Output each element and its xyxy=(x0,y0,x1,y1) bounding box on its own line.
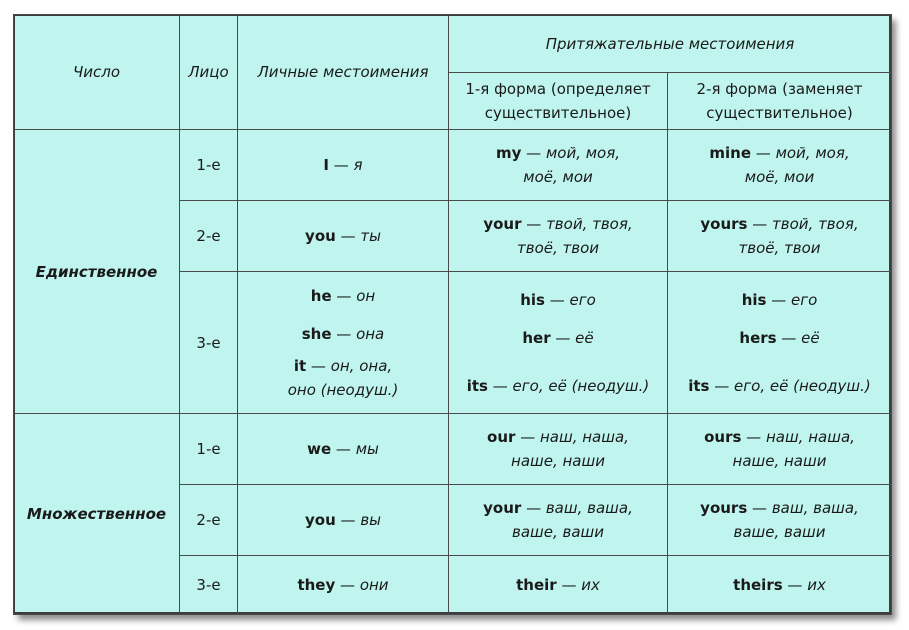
dash: — xyxy=(515,428,540,446)
russian-translation: я xyxy=(353,156,363,174)
person-cell: 1-е xyxy=(180,414,238,485)
form2-cell xyxy=(668,556,892,615)
dash: — xyxy=(331,440,356,458)
form2-cell xyxy=(668,201,892,272)
dash: — xyxy=(709,376,735,395)
dash: — xyxy=(747,215,773,233)
english-word: my xyxy=(495,144,522,162)
form1-cell xyxy=(449,201,668,272)
english-word: hers xyxy=(739,328,777,347)
dash: — xyxy=(544,290,570,309)
english-word: they xyxy=(297,576,336,594)
person-cell: 3-е xyxy=(180,556,238,615)
russian-translation: мы xyxy=(355,440,379,458)
form1-cell xyxy=(449,414,668,485)
person-cell: 3-е xyxy=(180,272,238,414)
header-person: Лицо xyxy=(180,15,238,130)
form2-cell xyxy=(668,272,892,414)
russian-translation: ты xyxy=(360,227,381,245)
russian-translation: наше, наши xyxy=(511,452,605,470)
dash: — xyxy=(776,328,802,347)
personal-cell xyxy=(238,201,449,272)
dash: — xyxy=(782,576,808,594)
russian-translation: ваш, ваша, xyxy=(771,499,859,517)
dash: — xyxy=(331,324,357,343)
dash: — xyxy=(766,290,791,309)
english-word: its xyxy=(688,376,710,395)
russian-translation: его, её (неодуш.) xyxy=(512,376,650,395)
english-word: you xyxy=(305,227,336,245)
personal-cell xyxy=(238,272,449,414)
form1-cell xyxy=(449,556,668,615)
english-word: his xyxy=(741,290,767,309)
dash: — xyxy=(550,328,576,347)
form1-cell xyxy=(449,130,668,201)
english-word: his xyxy=(520,290,545,309)
english-word: its xyxy=(466,376,488,395)
russian-translation: ваше, ваши xyxy=(733,523,826,541)
english-word: our xyxy=(487,428,516,446)
russian-translation: мой, моя, xyxy=(545,144,621,162)
english-word: their xyxy=(516,576,557,594)
russian-translation: наш, наша, xyxy=(765,428,855,446)
dash: — xyxy=(335,576,360,594)
personal-cell xyxy=(238,414,449,485)
personal-cell xyxy=(238,556,449,615)
header-personal-pronouns: Личные местоимения xyxy=(238,15,449,130)
header-row xyxy=(14,15,892,73)
russian-translation: оно (неодуш.) xyxy=(287,380,399,399)
form2-cell xyxy=(668,485,892,556)
english-word: you xyxy=(305,511,336,529)
dash: — xyxy=(335,227,361,245)
russian-translation: моё, мои xyxy=(744,168,815,186)
russian-translation: твоё, твои xyxy=(738,239,821,257)
dash: — xyxy=(521,215,547,233)
russian-translation: твоё, твои xyxy=(516,239,600,257)
english-word: yours xyxy=(700,215,748,233)
dash: — xyxy=(335,511,361,529)
group-singular: Единственное xyxy=(14,130,180,414)
russian-translation: его xyxy=(791,290,818,309)
english-word: she xyxy=(301,324,332,343)
russian-translation: наше, наши xyxy=(732,452,827,470)
person-cell: 2-е xyxy=(180,485,238,556)
personal-cell xyxy=(238,130,449,201)
person-cell: 1-е xyxy=(180,130,238,201)
person-cell: 2-е xyxy=(180,201,238,272)
english-word: her xyxy=(522,328,551,347)
dash: — xyxy=(306,356,331,375)
russian-translation: твой, твоя, xyxy=(772,215,859,233)
russian-translation: её xyxy=(575,328,594,347)
form2-cell xyxy=(668,414,892,485)
russian-translation: они xyxy=(359,576,389,594)
russian-translation: их xyxy=(581,576,600,594)
dash: — xyxy=(556,576,582,594)
dash: — xyxy=(741,428,766,446)
english-word: yours xyxy=(700,499,748,517)
form1-cell xyxy=(449,485,668,556)
dash: — xyxy=(331,286,357,305)
english-word: mine xyxy=(709,144,752,162)
russian-translation: их xyxy=(807,576,826,594)
pronoun-table xyxy=(13,14,892,615)
group-plural: Множественное xyxy=(14,414,180,615)
russian-translation: моё, мои xyxy=(523,168,593,186)
header-form2: 2-я форма (заменяет существительное) xyxy=(668,73,892,130)
english-word: ours xyxy=(704,428,742,446)
table-row xyxy=(14,130,892,201)
english-word: I xyxy=(323,156,329,174)
russian-translation: ваше, ваши xyxy=(511,523,605,541)
dash: — xyxy=(751,144,776,162)
russian-translation: он xyxy=(356,286,376,305)
russian-translation: её xyxy=(801,328,820,347)
russian-translation: мой, моя, xyxy=(775,144,850,162)
header-number: Число xyxy=(14,15,180,130)
english-word: your xyxy=(483,499,522,517)
header-form1: 1-я форма (определяет существительное) xyxy=(449,73,668,130)
russian-translation: вы xyxy=(360,511,381,529)
dash: — xyxy=(329,156,354,174)
english-word: your xyxy=(483,215,522,233)
header-possessive-pronouns: Притяжательные местоимения xyxy=(449,15,892,73)
form1-cell xyxy=(449,272,668,414)
personal-cell xyxy=(238,485,449,556)
english-word: we xyxy=(307,440,332,458)
dash: — xyxy=(521,144,546,162)
russian-translation: его, её (неодуш.) xyxy=(734,376,871,395)
russian-translation: она xyxy=(356,324,385,343)
english-word: theirs xyxy=(733,576,783,594)
russian-translation: твой, твоя, xyxy=(546,215,633,233)
russian-translation: наш, наша, xyxy=(539,428,629,446)
russian-translation: ваш, ваша, xyxy=(545,499,633,517)
dash: — xyxy=(487,376,513,395)
russian-translation: его xyxy=(569,290,596,309)
form2-cell xyxy=(668,130,892,201)
russian-translation: он, она, xyxy=(330,356,393,375)
english-word: he xyxy=(310,286,332,305)
english-word: it xyxy=(293,356,307,375)
dash: — xyxy=(521,499,546,517)
table-row xyxy=(14,414,892,485)
dash: — xyxy=(747,499,772,517)
